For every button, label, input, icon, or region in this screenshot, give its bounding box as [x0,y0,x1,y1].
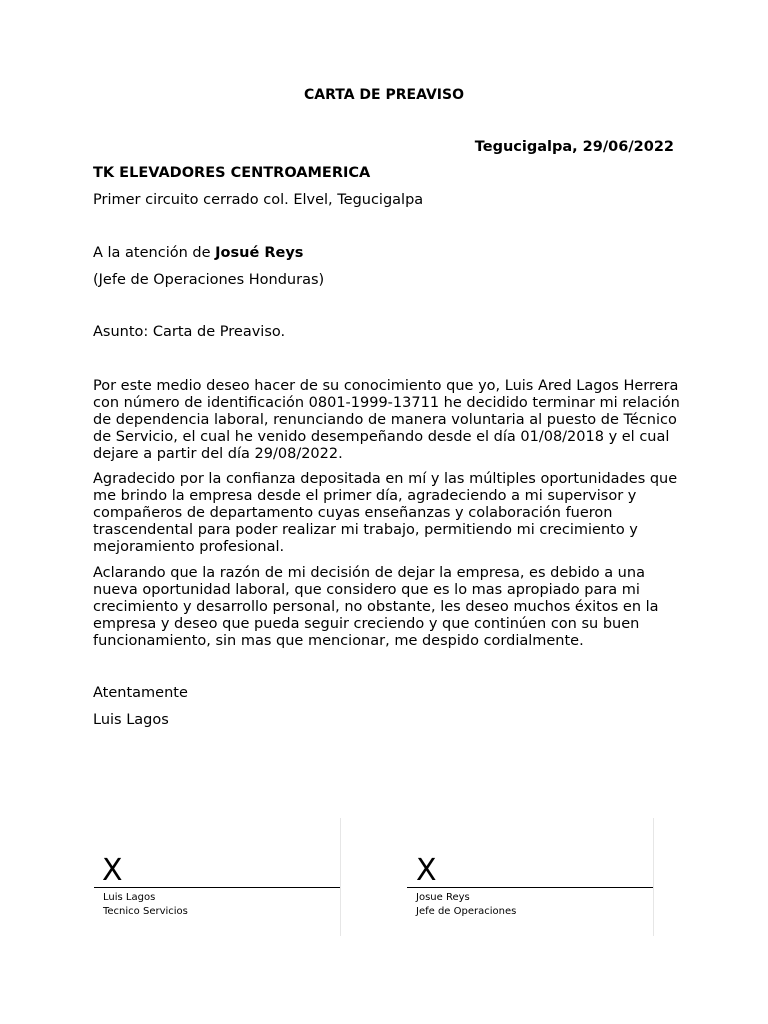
attention-line [93,245,303,261]
attention-role: (Jefe de Operaciones Honduras) [93,272,325,288]
attention-prefix: A la atención de [93,245,216,261]
paragraph-line: compañeros de departamento cuyas enseñanzas y colaboración fueron [93,505,613,521]
sender-name: Luis Lagos [93,712,169,728]
paragraph-line: de dependencia laboral, renunciando de manera voluntaria al puesto de Técnico [93,412,677,428]
paragraph-line: funcionamiento, sin mas que mencionar, me despido cordialmente. [93,633,584,649]
closing-line: Atentamente [93,685,188,701]
paragraph-line: Aclarando que la razón de mi decisión de dejar la empresa, es debido a una [93,565,645,581]
paragraph-line: trascendental para poder realizar mi trabajo, permitiendo mi crecimiento y [93,522,638,538]
paragraph-1 [93,378,683,463]
signer-name: Josue Reys [416,892,470,903]
paragraph-line: nueva oportunidad laboral, que considero que es lo mas apropiado para mi [93,582,640,598]
signature-mark: X [416,853,437,888]
paragraph-line: me brindo la empresa desde el primer día, agradeciendo a mi supervisor y [93,488,637,504]
place-date: Tegucigalpa, 29/06/2022 [474,139,674,155]
signature-mark: X [102,853,123,888]
paragraph-line: de Servicio, el cual he venido desempeñando desde el día 01/08/2018 y el cual [93,429,670,445]
paragraph-line: Por este medio deseo hacer de su conocimiento que yo, Luis Ared Lagos Herrera [93,378,679,394]
paragraph-line: dejare a partir del día 29/08/2022. [93,446,343,462]
paragraph-line: Agradecido por la confianza depositada en mí y las múltiples oportunidades que [93,471,678,487]
paragraph-line: con número de identificación 0801-1999-13711 he decidido terminar mi relación [93,395,680,411]
subject-line: Asunto: Carta de Preaviso. [93,324,286,340]
letter-title: CARTA DE PREAVISO [303,87,464,103]
paragraph-3 [93,565,683,650]
company-address: Primer circuito cerrado col. Elvel, Tegucigalpa [93,192,424,208]
signer-role: Tecnico Servicios [103,906,188,917]
signature-line [407,887,653,888]
signature-divider [340,818,341,936]
paragraph-line: crecimiento y desarrollo personal, no obstante, les deseo muchos éxitos en la [93,599,659,615]
attention-name: Josué Reys [215,245,304,261]
company-name: TK ELEVADORES CENTROAMERICA [93,165,371,181]
signature-line [94,887,340,888]
paragraph-2 [93,471,683,556]
paragraph-line: mejoramiento profesional. [93,539,285,555]
signer-name: Luis Lagos [103,892,156,903]
signature-divider [653,818,654,936]
paragraph-line: empresa y deseo que pueda seguir creciendo y que continúen con su buen [93,616,640,632]
signer-role: Jefe de Operaciones [416,906,517,917]
